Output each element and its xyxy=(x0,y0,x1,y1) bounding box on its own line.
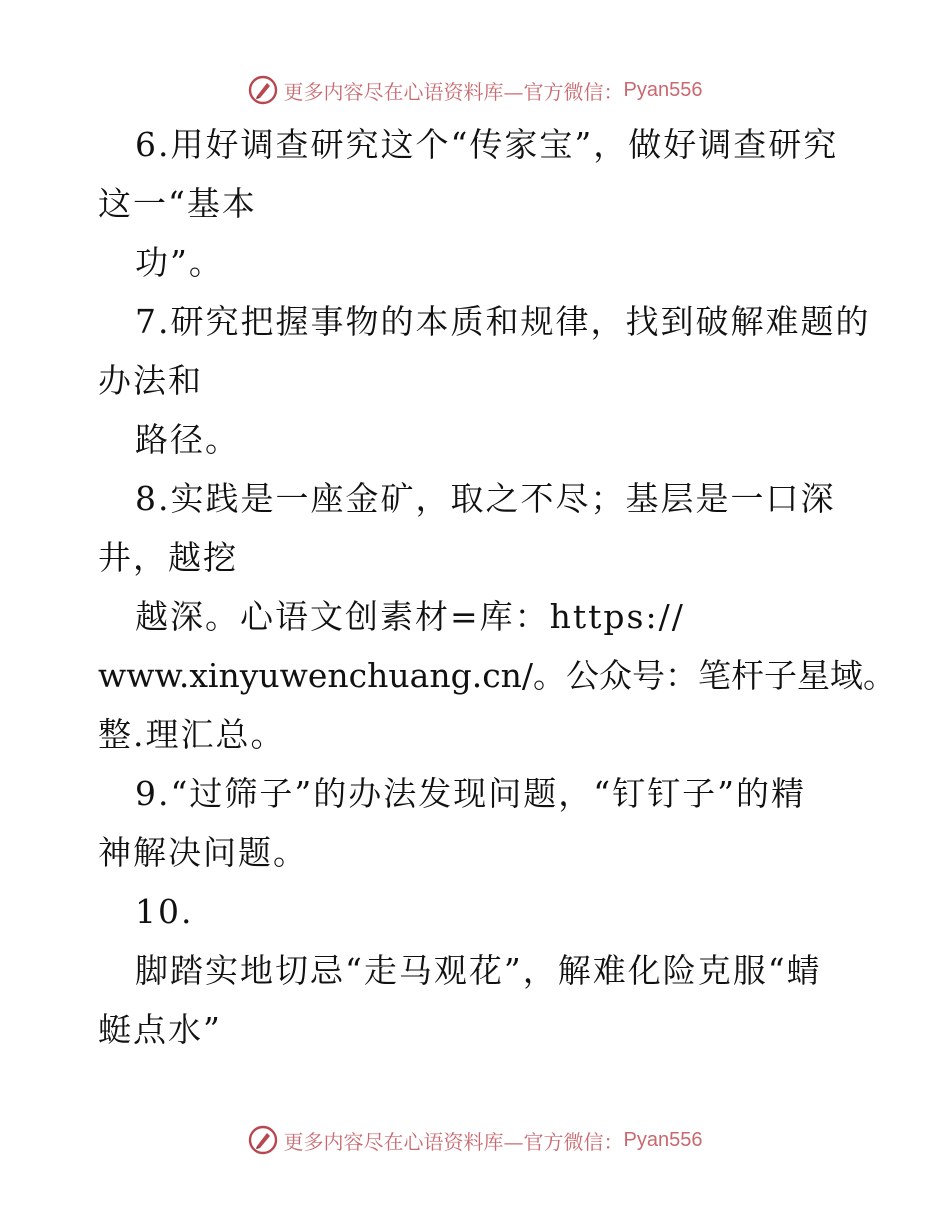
watermark-wechat-id: Pyan556 xyxy=(623,78,703,101)
watermark-wechat-id: Pyan556 xyxy=(623,1128,703,1151)
paragraph-line: 这一“基本 xyxy=(98,184,257,223)
paragraph-line: 9.“过筛子”的办法发现问题，“钉钉子”的精 xyxy=(135,774,806,813)
paragraph-line: www.xinyuwenchuang.cn/。公众号：笔杆子星域。 xyxy=(98,656,897,695)
paragraph-line: 蜓点水” xyxy=(98,1010,222,1049)
paragraph-line: 脚踏实地切忌“走马观花”，解难化险克服“蜻 xyxy=(135,951,822,990)
paragraph-line: 越深。心语文创素材=库：https:// xyxy=(135,597,685,636)
paragraph-line: 神解决问题。 xyxy=(98,833,308,872)
paragraph-line: 6.用好调查研究这个“传家宝”，做好调查研究 xyxy=(135,125,839,164)
watermark-text: 更多内容尽在心语资料库—官方微信： xyxy=(283,1129,624,1154)
paragraph-line: 10. xyxy=(135,892,194,931)
paragraph-line: 路径。 xyxy=(135,420,240,459)
pen-logo-icon xyxy=(248,1125,278,1155)
paragraph-line: 7.研究把握事物的本质和规律，找到破解难题的 xyxy=(135,302,871,341)
watermark-banner-top xyxy=(0,70,950,110)
paragraph-line: 功”。 xyxy=(135,243,224,282)
watermark-text: 更多内容尽在心语资料库—官方微信： xyxy=(283,79,624,104)
paragraph-line: 井，越挖 xyxy=(98,538,238,577)
paragraph-line: 办法和 xyxy=(98,361,203,400)
pen-logo-icon xyxy=(248,75,278,105)
paragraph-line: 8.实践是一座金矿，取之不尽；基层是一口深 xyxy=(135,479,836,518)
paragraph-line: 整.理汇总。 xyxy=(98,715,286,754)
watermark-banner-bottom xyxy=(0,1120,950,1160)
